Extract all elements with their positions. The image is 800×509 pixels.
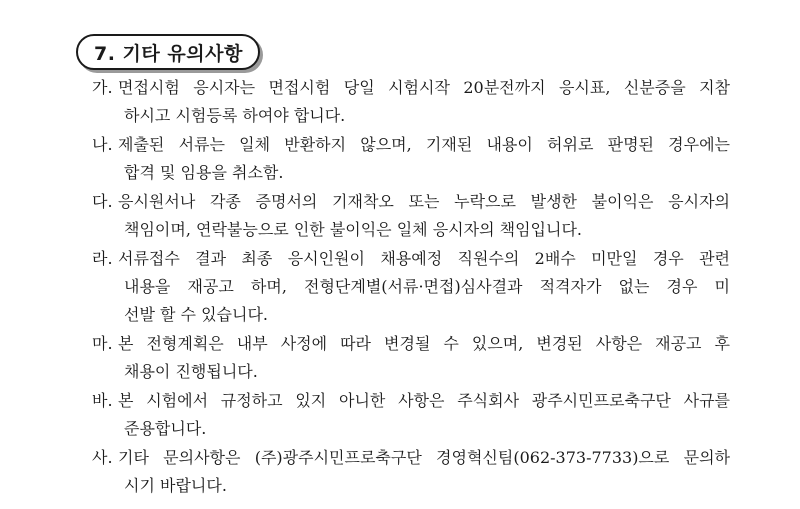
- item-text-line: 책임이며, 연락불능으로 인한 불이익은 일체 응시자의 책임입니다.: [124, 220, 583, 239]
- list-item: [0, 131, 800, 187]
- list-item: [0, 444, 800, 500]
- list-item: [0, 387, 800, 443]
- notice-list: [0, 74, 800, 500]
- item-text-line: 응시원서나 각종 증명서의 기재착오 또는 누락으로 발생한 불이익은 응시자의: [118, 192, 730, 211]
- list-item: [0, 330, 800, 386]
- item-text-line: 제출된 서류는 일체 반환하지 않으며, 기재된 내용이 허위로 판명된 경우에는: [118, 135, 730, 154]
- item-text-line: 합격 및 임용을 취소함.: [124, 163, 284, 182]
- item-text-line: 서류접수 결과 최종 응시인원이 채용예정 직원수의 2배수 미만일 경우 관련: [118, 249, 730, 268]
- list-item: [0, 74, 800, 130]
- list-item: [0, 188, 800, 244]
- item-text-line: 준용합니다.: [124, 419, 207, 438]
- item-text-line: 내용을 재공고 하며, 전형단계별(서류·면접)심사결과 적격자가 없는 경우 미: [124, 277, 730, 296]
- item-marker: 사.: [92, 448, 113, 467]
- item-marker: 나.: [92, 135, 113, 154]
- item-text-line: 면접시험 응시자는 면접시험 당일 시험시작 20분전까지 응시표, 신분증을 지참: [118, 78, 730, 97]
- item-marker: 바.: [92, 391, 113, 410]
- item-text-line: 시기 바랍니다.: [124, 476, 227, 495]
- item-text-line: 본 시험에서 규정하고 있지 아니한 사항은 주식회사 광주시민프로축구단 사규를: [118, 391, 730, 410]
- item-marker: 마.: [92, 334, 113, 353]
- item-marker: 가.: [92, 78, 113, 97]
- item-text-line: 채용이 진행됩니다.: [124, 362, 258, 381]
- item-text-line: 본 전형계획은 내부 사정에 따라 변경될 수 있으며, 변경된 사항은 재공고 후: [118, 334, 730, 353]
- section-title: 7. 기타 유의사항: [76, 34, 260, 70]
- list-item: [0, 245, 800, 329]
- item-marker: 라.: [92, 249, 113, 268]
- item-text-line: 하시고 시험등록 하여야 합니다.: [124, 106, 346, 125]
- item-marker: 다.: [92, 192, 113, 211]
- item-text-line: 선발 할 수 있습니다.: [124, 305, 268, 324]
- item-text-line: 기타 문의사항은 (주)광주시민프로축구단 경영혁신팀(062-373-7733)으로 문의하: [118, 448, 730, 467]
